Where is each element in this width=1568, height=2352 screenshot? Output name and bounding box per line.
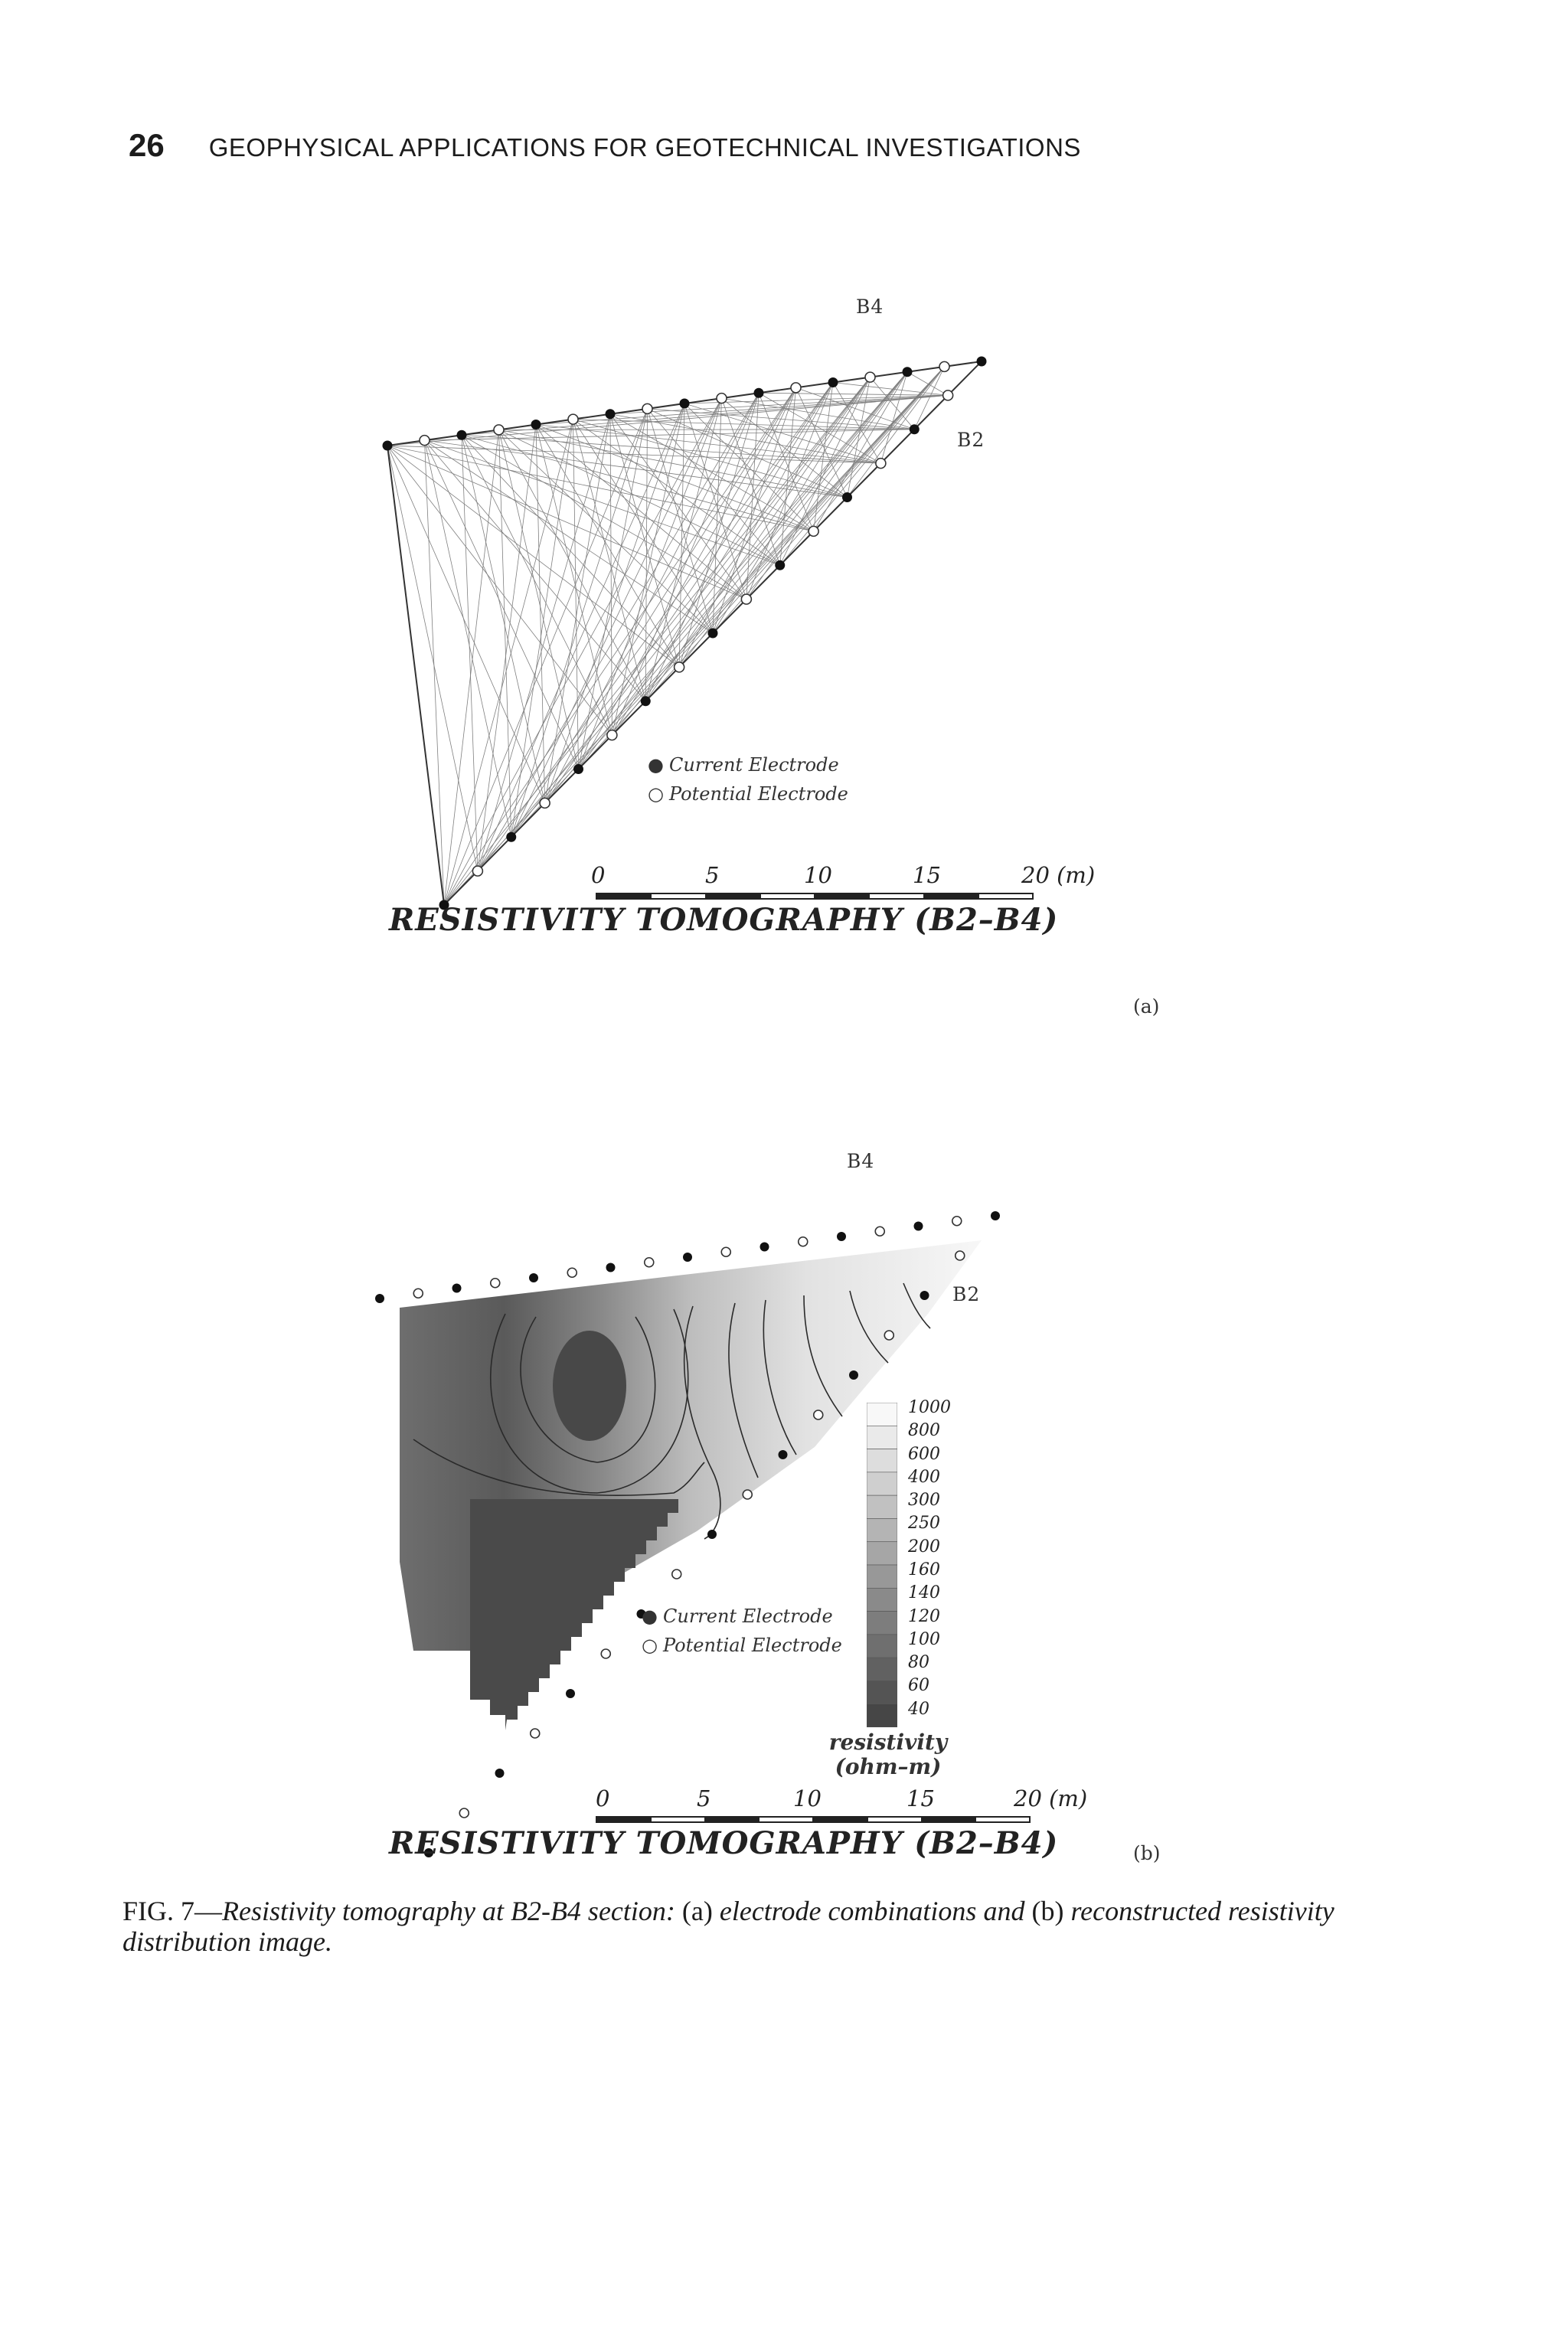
- potential-electrode-marker: [645, 1258, 654, 1267]
- potential-electrode-marker: [956, 1251, 965, 1260]
- colorbar-level-label: 160: [908, 1560, 940, 1579]
- figure-panel-b: [0, 1133, 1568, 1899]
- colorbar-swatch: [867, 1449, 897, 1472]
- section-outline: [387, 361, 982, 905]
- ray-line: [536, 425, 814, 531]
- legend-current-entry: [648, 750, 848, 779]
- scale-bar: [596, 1816, 1031, 1823]
- colorbar: [867, 1403, 897, 1727]
- potential-electrode-marker: [472, 866, 482, 876]
- colorbar-swatch: [867, 1588, 897, 1611]
- legend-potential-label: Potential Electrode: [663, 1635, 842, 1656]
- current-electrode-marker: [606, 409, 616, 419]
- potential-electrode-marker: [884, 1331, 893, 1340]
- current-electrode-marker: [779, 1450, 788, 1459]
- current-electrode-marker: [506, 832, 516, 842]
- caption-a-mark: (a): [675, 1896, 720, 1926]
- filled-dot-icon: ●: [648, 754, 664, 776]
- ray-line: [573, 420, 714, 633]
- potential-electrode-marker: [875, 1227, 884, 1236]
- potential-electrode-marker: [791, 383, 801, 393]
- ray-line: [780, 367, 945, 565]
- colorbar-title-line1: resistivity: [828, 1730, 948, 1755]
- colorbar-swatch: [867, 1518, 897, 1541]
- electrode-combination-diagram: [0, 276, 1568, 1072]
- ray-line: [444, 430, 499, 905]
- ray-line: [387, 446, 746, 599]
- scale-bar: [596, 893, 1034, 900]
- potential-electrode-marker: [607, 730, 617, 740]
- colorbar-swatch: [867, 1426, 897, 1449]
- legend: [642, 1602, 842, 1660]
- current-electrode-marker: [452, 1284, 462, 1293]
- ray-line: [684, 403, 814, 531]
- ray-line: [425, 440, 579, 769]
- scale-tick-0: 0: [591, 862, 606, 888]
- potential-electrode-marker: [721, 1247, 730, 1256]
- current-electrode-marker: [708, 629, 718, 639]
- current-electrode-marker: [754, 388, 764, 398]
- ray-line: [425, 440, 511, 837]
- ray-line: [499, 430, 646, 701]
- scale-tick-10: 10: [793, 1785, 822, 1811]
- ray-line: [387, 446, 545, 803]
- open-circle-icon: ○: [648, 783, 664, 805]
- caption-text-2: electrode combinations and: [719, 1896, 1025, 1926]
- potential-electrode-marker: [531, 1729, 540, 1738]
- colorbar-swatch: [867, 1658, 897, 1681]
- ray-line: [425, 440, 445, 905]
- potential-electrode-marker: [717, 394, 727, 403]
- potential-electrode-marker: [943, 390, 953, 400]
- ray-line: [746, 383, 833, 599]
- current-electrode-marker: [566, 1689, 575, 1698]
- current-electrode-marker: [849, 1370, 858, 1380]
- potential-electrode-marker: [876, 459, 886, 469]
- current-electrode-marker: [707, 1530, 717, 1539]
- legend-potential-entry: [642, 1631, 842, 1660]
- current-electrode-marker: [495, 1769, 505, 1778]
- colorbar-swatch: [867, 1612, 897, 1635]
- scale-tick-10: 10: [804, 862, 832, 888]
- current-electrode-marker: [680, 399, 690, 409]
- caption-text-3: reconstructed resistivity distribution image.: [122, 1896, 1334, 1957]
- current-electrode-marker: [991, 1211, 1000, 1220]
- current-electrode-marker: [457, 430, 467, 440]
- potential-electrode-marker: [865, 372, 875, 382]
- ray-line: [612, 393, 759, 735]
- colorbar-level-label: 120: [908, 1606, 940, 1626]
- ray-line: [444, 420, 573, 905]
- ray-line: [545, 393, 759, 803]
- potential-electrode-marker: [494, 425, 504, 435]
- scale-tick-15: 15: [913, 862, 941, 888]
- colorbar-level-label: 300: [908, 1491, 940, 1511]
- colorbar-swatch: [867, 1704, 897, 1727]
- potential-electrode-marker: [601, 1649, 610, 1658]
- current-electrode-marker: [903, 367, 913, 377]
- current-electrode-marker: [837, 1232, 846, 1241]
- colorbar-level-label: 60: [908, 1676, 929, 1696]
- current-electrode-marker: [375, 1294, 384, 1303]
- colorbar-level-label: 80: [908, 1653, 929, 1673]
- borehole-label-b4: B4: [856, 296, 884, 318]
- colorbar-swatch: [867, 1403, 897, 1426]
- scale-tick-5: 5: [705, 862, 720, 888]
- colorbar-swatch: [867, 1635, 897, 1658]
- potential-electrode-marker: [568, 414, 578, 424]
- figure-caption: [122, 1896, 1455, 1957]
- potential-electrode-marker: [741, 594, 751, 604]
- colorbar-title-line2: (ohm–m): [835, 1754, 942, 1779]
- current-electrode-marker: [914, 1222, 923, 1231]
- potential-electrode-marker: [413, 1289, 423, 1298]
- potential-electrode-marker: [743, 1490, 752, 1499]
- colorbar-title: [812, 1730, 965, 1779]
- figure-panel-a: [0, 276, 1568, 1072]
- colorbar-level-label: 40: [908, 1699, 929, 1719]
- current-electrode-marker: [641, 696, 651, 706]
- potential-electrode-marker: [567, 1268, 577, 1277]
- potential-electrode-marker: [540, 798, 550, 808]
- potential-electrode-marker: [672, 1570, 681, 1579]
- ray-line: [444, 367, 945, 905]
- ray-line: [462, 435, 746, 599]
- ray-line: [579, 398, 722, 769]
- ray-paths: [387, 361, 982, 905]
- legend-current-entry: [642, 1602, 842, 1631]
- legend-current-label: Current Electrode: [663, 1606, 833, 1627]
- potential-electrode-marker: [459, 1808, 469, 1818]
- panel-label-a: (a): [1133, 995, 1160, 1018]
- current-electrode-marker: [529, 1273, 538, 1282]
- current-electrode-marker: [760, 1243, 769, 1252]
- ray-line: [545, 383, 833, 803]
- caption-fig-label: FIG. 7—: [122, 1896, 223, 1926]
- potential-electrode-marker: [808, 526, 818, 536]
- open-circle-icon: ○: [642, 1635, 658, 1656]
- potential-electrode-marker: [491, 1279, 500, 1288]
- current-electrode-marker: [842, 492, 852, 502]
- scale-tick-20: 20 (m): [1014, 1785, 1088, 1811]
- potential-electrode-marker: [939, 361, 949, 371]
- colorbar-level-label: 140: [908, 1583, 940, 1603]
- caption-text-1: Resistivity tomography at B2-B4 section:: [222, 1896, 675, 1926]
- current-electrode-marker: [775, 560, 785, 570]
- low-resistivity-anomaly: [553, 1331, 626, 1441]
- ray-line: [573, 420, 646, 701]
- ray-line: [907, 372, 948, 396]
- potential-electrode-marker: [799, 1237, 808, 1246]
- resistivity-image: [0, 1133, 1568, 1899]
- current-electrode-marker: [920, 1291, 929, 1300]
- potential-electrode-marker: [420, 436, 430, 446]
- colorbar-swatch: [867, 1542, 897, 1565]
- potential-electrode-marker: [952, 1217, 962, 1226]
- ray-line: [648, 409, 714, 633]
- ray-line: [848, 377, 871, 498]
- current-electrode-marker: [910, 424, 920, 434]
- colorbar-level-label: 1000: [908, 1398, 951, 1417]
- scale-tick-15: 15: [906, 1785, 935, 1811]
- current-electrode-marker: [828, 377, 838, 387]
- colorbar-level-label: 200: [908, 1537, 940, 1557]
- colorbar-level-label: 600: [908, 1444, 940, 1464]
- potential-electrode-marker: [675, 662, 684, 672]
- current-electrode-marker: [383, 441, 393, 451]
- potential-electrode-marker: [642, 403, 652, 413]
- colorbar-swatch: [867, 1472, 897, 1495]
- colorbar-swatch: [867, 1495, 897, 1518]
- plot-title: RESISTIVITY TOMOGRAPHY (B2–B4): [389, 1825, 1059, 1861]
- ray-line: [444, 387, 796, 905]
- scale-tick-5: 5: [697, 1785, 711, 1811]
- current-electrode-marker: [606, 1263, 616, 1272]
- caption-b-mark: (b): [1024, 1896, 1071, 1926]
- colorbar-swatch: [867, 1681, 897, 1704]
- colorbar-level-label: 250: [908, 1514, 940, 1534]
- legend-current-label: Current Electrode: [669, 754, 839, 776]
- current-electrode-marker: [683, 1253, 692, 1262]
- borehole-label-b2: B2: [957, 429, 985, 451]
- ray-line: [759, 393, 814, 531]
- legend-potential-label: Potential Electrode: [669, 783, 848, 805]
- current-electrode-marker: [977, 357, 987, 367]
- current-electrode-marker: [573, 764, 583, 774]
- running-head: [129, 127, 1081, 164]
- borehole-label-b2: B2: [952, 1283, 981, 1305]
- running-title: GEOPHYSICAL APPLICATIONS FOR GEOTECHNICAL INVESTIGATIONS: [208, 133, 1081, 162]
- colorbar-swatch: [867, 1565, 897, 1588]
- page-number: 26: [129, 127, 165, 163]
- ray-line: [610, 414, 679, 668]
- legend: [648, 750, 848, 808]
- plot-title: RESISTIVITY TOMOGRAPHY (B2–B4): [389, 902, 1059, 938]
- panel-label-b: (b): [1133, 1842, 1161, 1864]
- scale-tick-0: 0: [596, 1785, 610, 1811]
- potential-electrode-marker: [814, 1410, 823, 1419]
- borehole-label-b4: B4: [847, 1150, 875, 1172]
- legend-potential-entry: [648, 779, 848, 808]
- colorbar-level-label: 100: [908, 1629, 940, 1649]
- scale-tick-20: 20 (m): [1021, 862, 1096, 888]
- colorbar-level-label: 400: [908, 1467, 940, 1487]
- current-electrode-marker: [531, 420, 541, 430]
- filled-dot-icon: ●: [642, 1606, 658, 1627]
- colorbar-level-label: 800: [908, 1421, 940, 1441]
